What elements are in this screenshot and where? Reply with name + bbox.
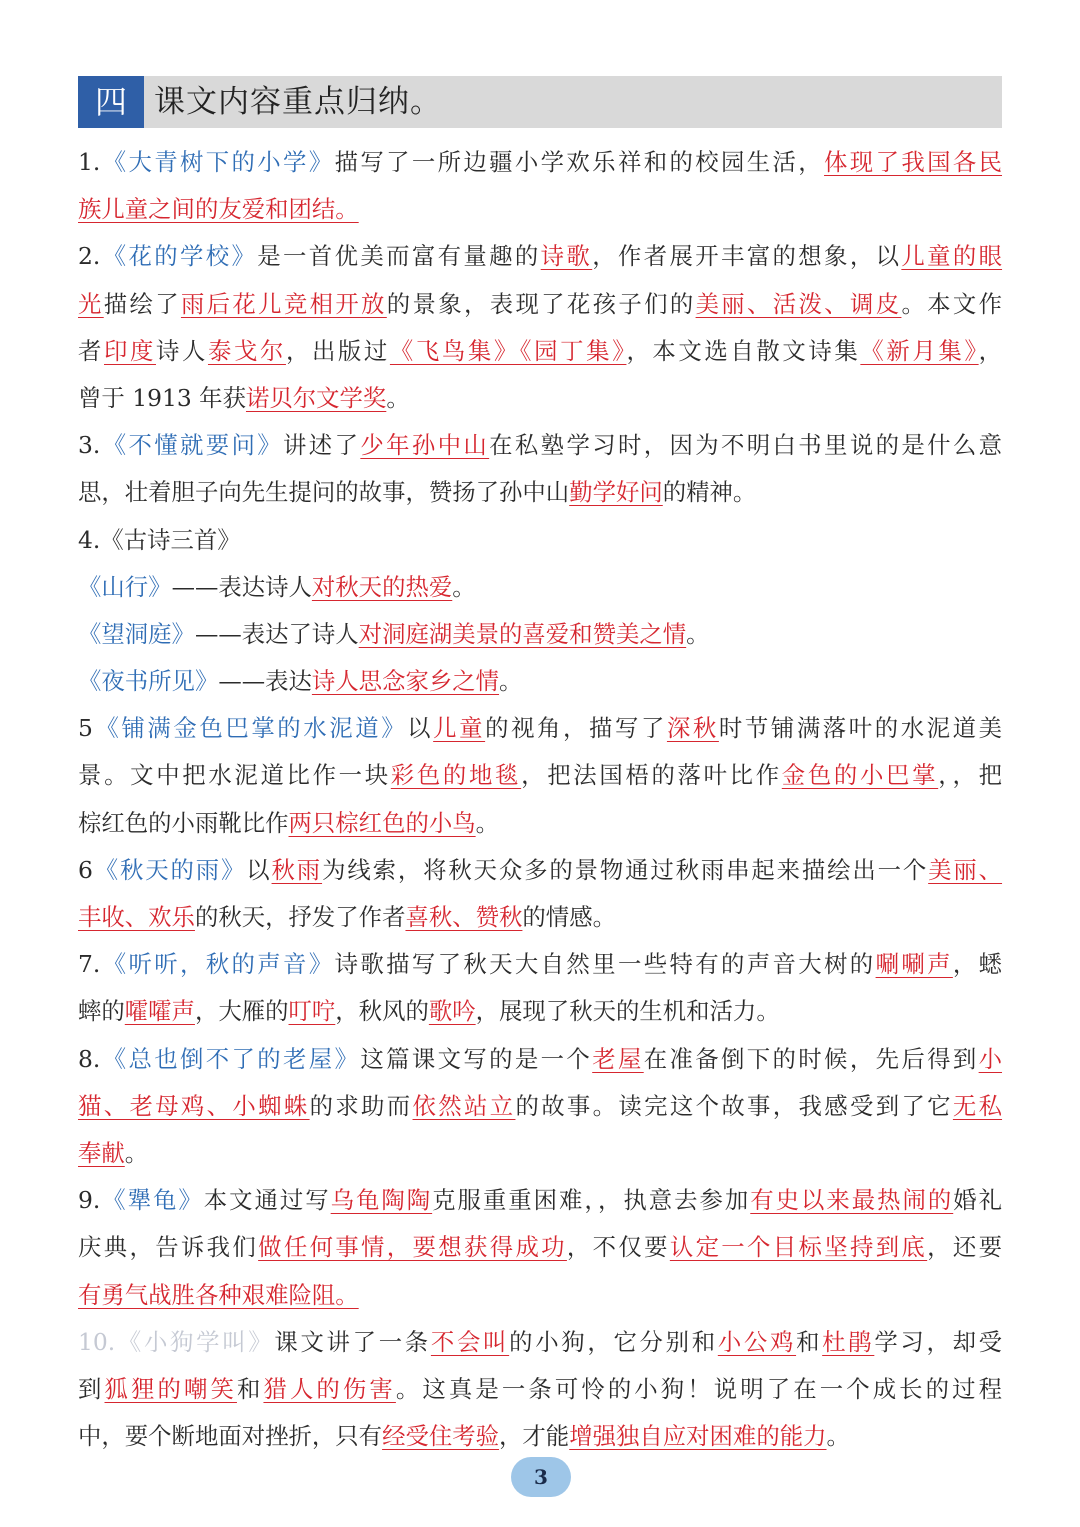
- body-text: 6: [78, 855, 93, 884]
- body-text: 诗歌描写了秋天大自然里一些特有的声音大树的: [334, 950, 876, 979]
- body-text: 4.《古诗三首》: [78, 525, 241, 554]
- text-line: [78, 233, 1002, 280]
- text-line: [78, 1224, 1002, 1271]
- text-line: [78, 564, 1002, 611]
- body-text: 。: [452, 572, 476, 601]
- key-point: 有史以来最热闹的: [750, 1186, 954, 1215]
- body-text: ，大雁的: [194, 997, 289, 1026]
- body-text: 到: [78, 1374, 105, 1403]
- text-line: [78, 469, 1002, 516]
- lesson-title: 《花的学校》: [100, 242, 258, 271]
- key-point: 小公鸡: [717, 1327, 797, 1356]
- text-line: [78, 328, 1002, 375]
- lesson-title: 《望洞庭》: [78, 619, 195, 648]
- lesson-title: 《夜书所见》: [78, 667, 219, 696]
- body-text: 课文讲了一条: [274, 1327, 431, 1356]
- key-point: 叮咛: [288, 997, 336, 1026]
- key-point: 印度: [104, 336, 156, 365]
- body-text: 的小狗，它分别和: [509, 1327, 718, 1356]
- text-line: [78, 847, 1002, 894]
- body-text: 1.: [78, 148, 101, 176]
- key-point: 诺贝尔文学奖: [245, 383, 387, 412]
- body-text: 克服重重困难，，执意去参加: [432, 1186, 751, 1215]
- key-point: 雨后花儿竞相开放: [180, 289, 387, 318]
- body-text: ，才能: [499, 1422, 570, 1451]
- text-line: [78, 894, 1002, 941]
- body-text: 时节铺满落叶的水泥道美: [718, 714, 1003, 743]
- key-point: 猫、老母鸡、小蜘蛛: [78, 1091, 310, 1120]
- key-point: 丰收、欢乐: [78, 903, 195, 931]
- key-point: 唰唰声: [875, 950, 953, 979]
- text-line: [78, 517, 1002, 564]
- body-text: 。: [386, 383, 410, 412]
- key-point: 《新月集》: [860, 336, 979, 365]
- body-text: 在准备倒下的时候，先后得到: [643, 1044, 979, 1073]
- lesson-title: 《总也倒不了的老屋》: [100, 1044, 361, 1073]
- body-text: 婚礼: [953, 1186, 1002, 1215]
- text-line: [78, 1319, 1002, 1366]
- section-title: 课文内容重点归纳。: [154, 84, 442, 120]
- body-text: 。本文作: [901, 289, 1003, 318]
- key-point: 光: [78, 289, 104, 318]
- key-point: 金色的小巴掌: [781, 761, 939, 790]
- body-text: 为线索，将秋天众多的景物通过秋雨串起来描绘出一个: [322, 855, 929, 884]
- body-text: 。: [499, 667, 523, 696]
- summary-content: [78, 139, 1002, 1460]
- body-text: 这篇课文写的是一个: [360, 1044, 593, 1073]
- body-text: 。: [826, 1422, 850, 1451]
- body-text: 在私塾学习时，因为不明白书里说的是什么意: [489, 431, 1003, 460]
- text-line: [78, 422, 1002, 469]
- section-number-badge: 四: [78, 76, 144, 128]
- key-point: 依然站立: [412, 1091, 516, 1120]
- key-point: 勤学好问: [569, 478, 663, 507]
- lesson-title: 《大青树下的小学》: [100, 148, 335, 176]
- text-line: [78, 941, 1002, 988]
- key-point: 杜鹃: [822, 1327, 875, 1356]
- key-point: 泰戈尔: [207, 336, 286, 365]
- body-text: 景。文中把水泥道比作一块: [78, 761, 391, 790]
- body-text: 和: [796, 1327, 823, 1356]
- text-line: [78, 988, 1002, 1035]
- text-line: [78, 375, 1002, 422]
- key-point: 经受住考验: [382, 1422, 500, 1451]
- body-text: 的景象，表现了花孩子们的: [386, 289, 696, 318]
- lesson-title: 《秋天的雨》: [92, 855, 247, 884]
- body-text: 者: [78, 336, 104, 365]
- body-text: 棕红色的小雨靴比作: [78, 808, 289, 837]
- text-line: [78, 1177, 1002, 1224]
- key-point: 老屋: [592, 1044, 644, 1073]
- lesson-title: 《铺满金色巴掌的水泥道》: [92, 714, 408, 743]
- key-point: 美丽、: [928, 855, 1003, 884]
- page-number-badge: 3: [511, 1457, 571, 1497]
- key-point: 诗歌: [540, 242, 593, 271]
- body-text: 思，壮着胆子向先生提问的故事，赞扬了孙中山: [78, 478, 570, 507]
- key-point: 喜秋、赞秋: [405, 903, 523, 931]
- lesson-title-faded: 10.《小狗学叫》: [78, 1327, 275, 1356]
- body-text: 5: [78, 714, 93, 743]
- body-text: ，秋风的: [335, 997, 429, 1026]
- body-text: 庆典，告诉我们: [78, 1233, 259, 1262]
- body-text: 的情感。: [522, 903, 616, 931]
- text-line: [78, 139, 1002, 186]
- body-text: ，出版过: [285, 336, 390, 365]
- key-point: 无私: [952, 1091, 1003, 1120]
- key-point: 儿童: [433, 714, 486, 743]
- text-line: [78, 1083, 1002, 1130]
- text-line: [78, 800, 1002, 847]
- text-line: [78, 1366, 1002, 1413]
- lesson-title: 《听听，秋的声音》: [100, 950, 335, 979]
- body-text: 的精神。: [662, 478, 757, 507]
- body-text: 。: [124, 1138, 149, 1167]
- body-text: 蟀的: [78, 997, 125, 1026]
- body-text: 以: [407, 714, 434, 743]
- key-point: 对秋天的热爱: [311, 572, 453, 601]
- body-text: 以: [246, 855, 272, 884]
- key-point: 少年孙中山: [360, 431, 490, 460]
- body-text: 诗人: [155, 336, 208, 365]
- body-text: ，不仅要: [566, 1233, 670, 1262]
- body-text: 3.: [78, 431, 101, 460]
- key-point: 《飞鸟集》《园丁集》: [389, 336, 627, 365]
- text-line: [78, 752, 1002, 799]
- body-text: ——表达了诗人: [194, 619, 359, 648]
- key-point: 体现了我国各民: [824, 148, 1003, 176]
- body-text: 本文通过写: [203, 1186, 331, 1215]
- body-text: 的故事。读完这个故事，我感受到了它: [515, 1091, 953, 1120]
- section-header: [78, 76, 1002, 128]
- body-text: 描写了一所边疆小学欢乐祥和的校园生活，: [334, 148, 825, 176]
- body-text: 的求助而: [309, 1091, 413, 1120]
- key-point: 做任何事情，要想获得成功: [258, 1233, 567, 1262]
- lesson-title: 《犟龟》: [100, 1186, 204, 1215]
- body-text: 是一首优美而富有量趣的: [257, 242, 541, 271]
- text-line: [78, 658, 1002, 705]
- key-point: 彩色的地毯: [390, 761, 522, 790]
- key-point: 两只棕红色的小鸟: [288, 808, 476, 837]
- key-point: 认定一个目标坚持到底: [669, 1233, 928, 1262]
- body-text: 的视角，描写了: [485, 714, 667, 743]
- body-text: 7.: [78, 950, 101, 979]
- body-text: ，作者展开丰富的想象，以: [592, 242, 902, 271]
- key-point: 猎人的伤害: [263, 1374, 396, 1403]
- text-line: [78, 705, 1002, 752]
- key-point: 歌吟: [428, 997, 476, 1026]
- key-point: 狐狸的嘲笑: [104, 1374, 237, 1403]
- body-text: 曾于 1913 年获: [78, 383, 246, 412]
- text-line: [78, 1036, 1002, 1083]
- key-point: 小: [978, 1044, 1003, 1073]
- key-point: 诗人思念家乡之情: [311, 667, 500, 696]
- lesson-title: 《山行》: [78, 572, 172, 601]
- body-text: 中，要个断地面对挫折，只有: [78, 1422, 383, 1451]
- text-line: [78, 1130, 1002, 1177]
- body-text: ，还要: [927, 1233, 1003, 1262]
- key-point: 美丽、活泼、调皮: [695, 289, 902, 318]
- body-text: 描绘了: [103, 289, 181, 318]
- key-point: 有勇气战胜各种艰难险阻。: [78, 1280, 359, 1309]
- body-text: 2.: [78, 242, 101, 271]
- body-text: 。: [475, 808, 500, 837]
- text-line: [78, 186, 1002, 233]
- body-text: 讲述了: [283, 431, 361, 460]
- body-text: ——表达: [218, 667, 312, 696]
- key-point: 对洞庭湖美景的喜爱和赞美之情: [358, 619, 687, 648]
- lesson-title: 《不懂就要问》: [100, 431, 284, 460]
- body-text: 8.: [78, 1044, 101, 1073]
- body-text: 和: [236, 1374, 264, 1403]
- key-point: 深秋: [666, 714, 719, 743]
- key-point: 儿童的眼: [901, 242, 1003, 271]
- key-point: 族儿童之间的友爱和团结。: [78, 195, 359, 224]
- body-text: ，展现了秋天的生机和活力。: [475, 997, 780, 1026]
- text-line: [78, 611, 1002, 658]
- body-text: ，: [978, 336, 1003, 365]
- text-line: [78, 1272, 1002, 1319]
- body-text: ，本文选自散文诗集: [626, 336, 861, 365]
- key-point: 嚯嚯声: [124, 997, 195, 1026]
- body-text: 学习，却受: [874, 1327, 1003, 1356]
- text-line: [78, 281, 1002, 328]
- body-text: 。: [686, 619, 710, 648]
- body-text: ——表达诗人: [171, 572, 312, 601]
- body-text: 9.: [78, 1186, 101, 1215]
- body-text: ，把法国梧的落叶比作: [521, 761, 782, 790]
- text-line: [78, 1413, 1002, 1460]
- body-text: 。这真是一条可怜的小狗！说明了在一个成长的过程: [395, 1374, 1003, 1403]
- body-text: ，，把: [938, 761, 1003, 790]
- key-point: 不会叫: [430, 1327, 510, 1356]
- key-point: 奉献: [78, 1138, 125, 1167]
- key-point: 增强独自应对困难的能力: [569, 1422, 827, 1451]
- body-text: ，蟋: [952, 950, 1003, 979]
- body-text: 的秋天，抒发了作者: [194, 903, 406, 931]
- key-point: 乌龟陶陶: [330, 1186, 433, 1215]
- key-point: 秋雨: [271, 855, 323, 884]
